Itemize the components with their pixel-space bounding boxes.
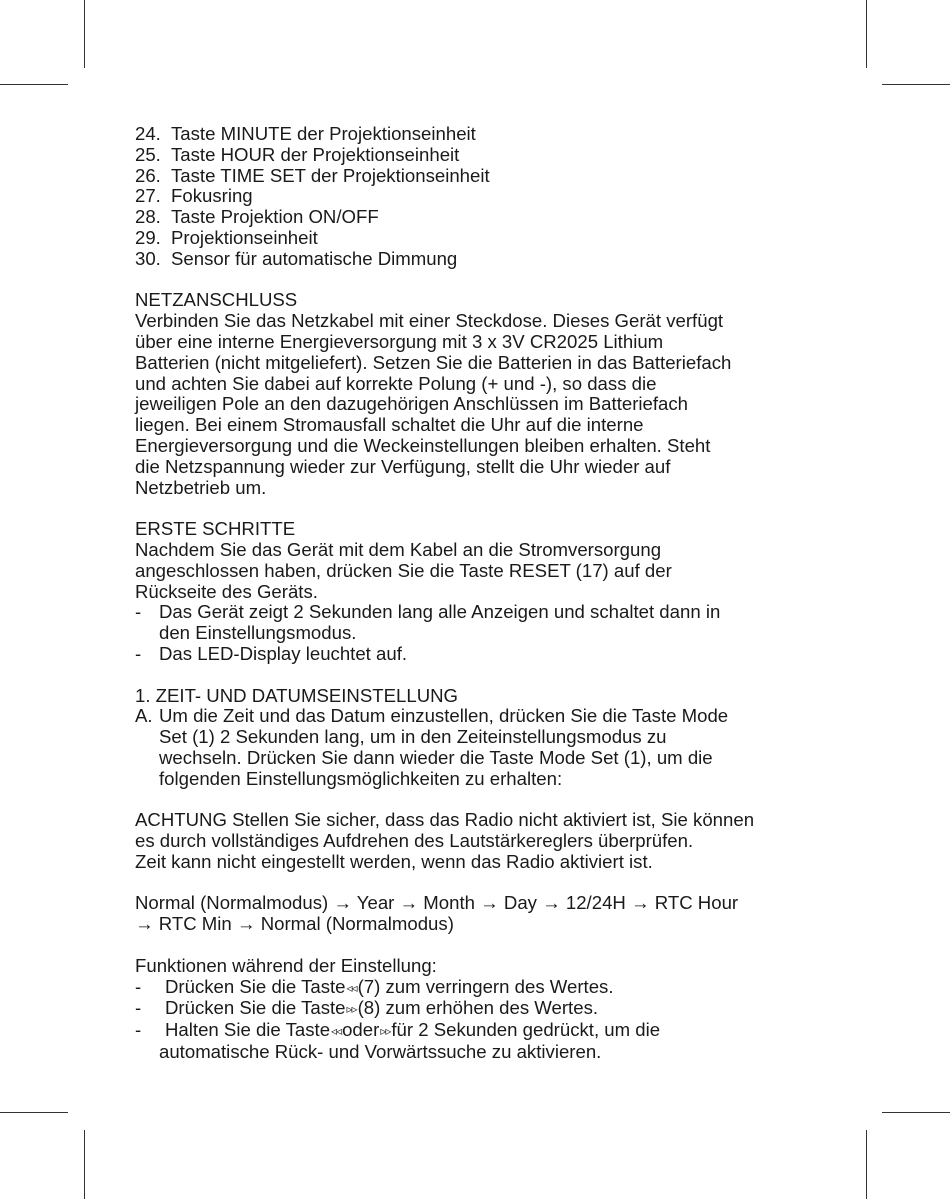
paragraph-line: über eine interne Energieversorgung mit 3 x 3V CR2025 Lithium [135, 330, 664, 352]
paragraph-line: die Netzspannung wieder zur Verfügung, stellt die Uhr wieder auf [135, 455, 671, 477]
bullet-dash: - [135, 997, 142, 1019]
paragraph-line: liegen. Bei einem Stromausfall schaltet die Uhr auf die interne [135, 414, 644, 436]
paragraph-line: Energieversorgung und die Weckeinstellungen bleiben erhalten. Steht [135, 434, 711, 456]
bullet-item [135, 602, 835, 644]
warning-line: Zeit kann nicht eingestellt werden, wenn das Radio aktiviert ist. [135, 850, 653, 872]
rewind-icon: ◃◃ [331, 1024, 342, 1039]
section-achtung [135, 810, 835, 872]
parts-list [135, 124, 835, 270]
bullet-dash: - [135, 975, 142, 997]
crop-mark-bottom-right-horizontal [882, 1112, 950, 1113]
sequence-line: → RTC Min → Normal (Normalmodus) [135, 913, 454, 935]
paragraph-line: Netzbetrieb um. [135, 476, 267, 498]
paragraph-line: Verbinden Sie das Netzkabel mit einer Steckdose. Dieses Gerät verfügt [135, 310, 724, 332]
paragraph-line: angeschlossen haben, drücken Sie die Taste RESET (17) auf der [135, 559, 672, 581]
bullet-dash: - [135, 642, 142, 664]
parts-list-item: 30. Sensor für automatische Dimmung [135, 247, 458, 269]
mode-sequence [135, 893, 835, 935]
bullet-text: Das Gerät zeigt 2 Sekunden lang alle Anzeigen und schaltet dann in den Einstellungsmodus. [159, 601, 721, 644]
paragraph-line: und achten Sie dabei auf korrekte Polung (+ und -), so dass die [135, 372, 657, 394]
section-funktionen [135, 956, 835, 1063]
bullet-continuation: automatische Rück- und Vorwärtssuche zu aktivieren. [159, 1041, 602, 1063]
fast-forward-icon: ▹▹ [380, 1024, 391, 1039]
bullet-item [135, 644, 835, 665]
bullet-dash: - [135, 601, 142, 623]
warning-line: es durch vollständiges Aufdrehen des Lautstärkereglers überprüfen. [135, 830, 694, 852]
crop-mark-bottom-left-horizontal [0, 1112, 68, 1113]
paragraph-line: Rückseite des Geräts. [135, 580, 318, 602]
parts-list-item: 27. Fokusring [135, 185, 253, 207]
section-zeit-datum [135, 686, 835, 790]
section-heading: ERSTE SCHRITTE [135, 518, 296, 540]
item-letter: A. [135, 705, 153, 727]
bullet-text: Das LED-Display leuchtet auf. [159, 642, 408, 664]
rewind-icon: ◃◃ [346, 980, 357, 995]
manual-page-content [135, 124, 835, 1063]
bullet-dash: - [135, 1019, 142, 1041]
crop-mark-bottom-left-vertical [84, 1130, 85, 1199]
parts-list-item: 29. Projektionseinheit [135, 226, 318, 248]
crop-mark-top-right-horizontal [882, 84, 950, 85]
paragraph-line: Nachdem Sie das Gerät mit dem Kabel an die Stromversorgung [135, 538, 662, 560]
fast-forward-icon: ▹▹ [346, 1002, 357, 1017]
bullet-item: - Drücken Sie die Taste▹▹(8) zum erhöhen des Wertes. [135, 997, 599, 1019]
sequence-line: Normal (Normalmodus) → Year → Month → Day → 12/24H → RTC Hour [135, 892, 739, 914]
lettered-text: Um die Zeit und das Datum einzustellen, drücken Sie die Taste Mode Set (1) 2 Sekunden lang, um in den Zeiteinstellungsmodus zu wechseln. Drücken Sie dann wieder die Taste Mode Set (1), um die folgenden Einstellungsmöglichkeiten zu erhalten: [159, 705, 729, 789]
section-erste-schritte [135, 519, 835, 665]
parts-list-item: 25. Taste HOUR der Projektionseinheit [135, 143, 460, 165]
parts-list-item: 26. Taste TIME SET der Projektionseinheit [135, 164, 490, 186]
lettered-item [135, 706, 835, 789]
paragraph-line: jeweiligen Pole an den dazugehörigen Anschlüssen im Batteriefach [135, 393, 689, 415]
bullet-item: - Halten Sie die Taste◃◃oder▹▹für 2 Sekunden gedrückt, um die [135, 1019, 661, 1041]
section-netzanschluss [135, 290, 835, 498]
section-heading: Funktionen während der Einstellung: [135, 954, 437, 976]
parts-list-item: 24. Taste MINUTE der Projektionseinheit [135, 123, 476, 144]
crop-mark-top-left-vertical [84, 0, 85, 68]
crop-mark-top-left-horizontal [0, 84, 68, 85]
warning-line: ACHTUNG Stellen Sie sicher, dass das Radio nicht aktiviert ist, Sie können [135, 809, 755, 831]
crop-mark-bottom-right-vertical [866, 1130, 867, 1199]
section-heading: 1. ZEIT- UND DATUMSEINSTELLUNG [135, 684, 459, 706]
crop-mark-top-right-vertical [866, 0, 867, 68]
bullet-item: - Drücken Sie die Taste◃◃(7) zum verringern des Wertes. [135, 975, 614, 997]
section-heading: NETZANSCHLUSS [135, 289, 298, 311]
parts-list-item: 28. Taste Projektion ON/OFF [135, 206, 379, 228]
paragraph-line: Batterien (nicht mitgeliefert). Setzen Sie die Batterien in das Batteriefach [135, 351, 732, 373]
